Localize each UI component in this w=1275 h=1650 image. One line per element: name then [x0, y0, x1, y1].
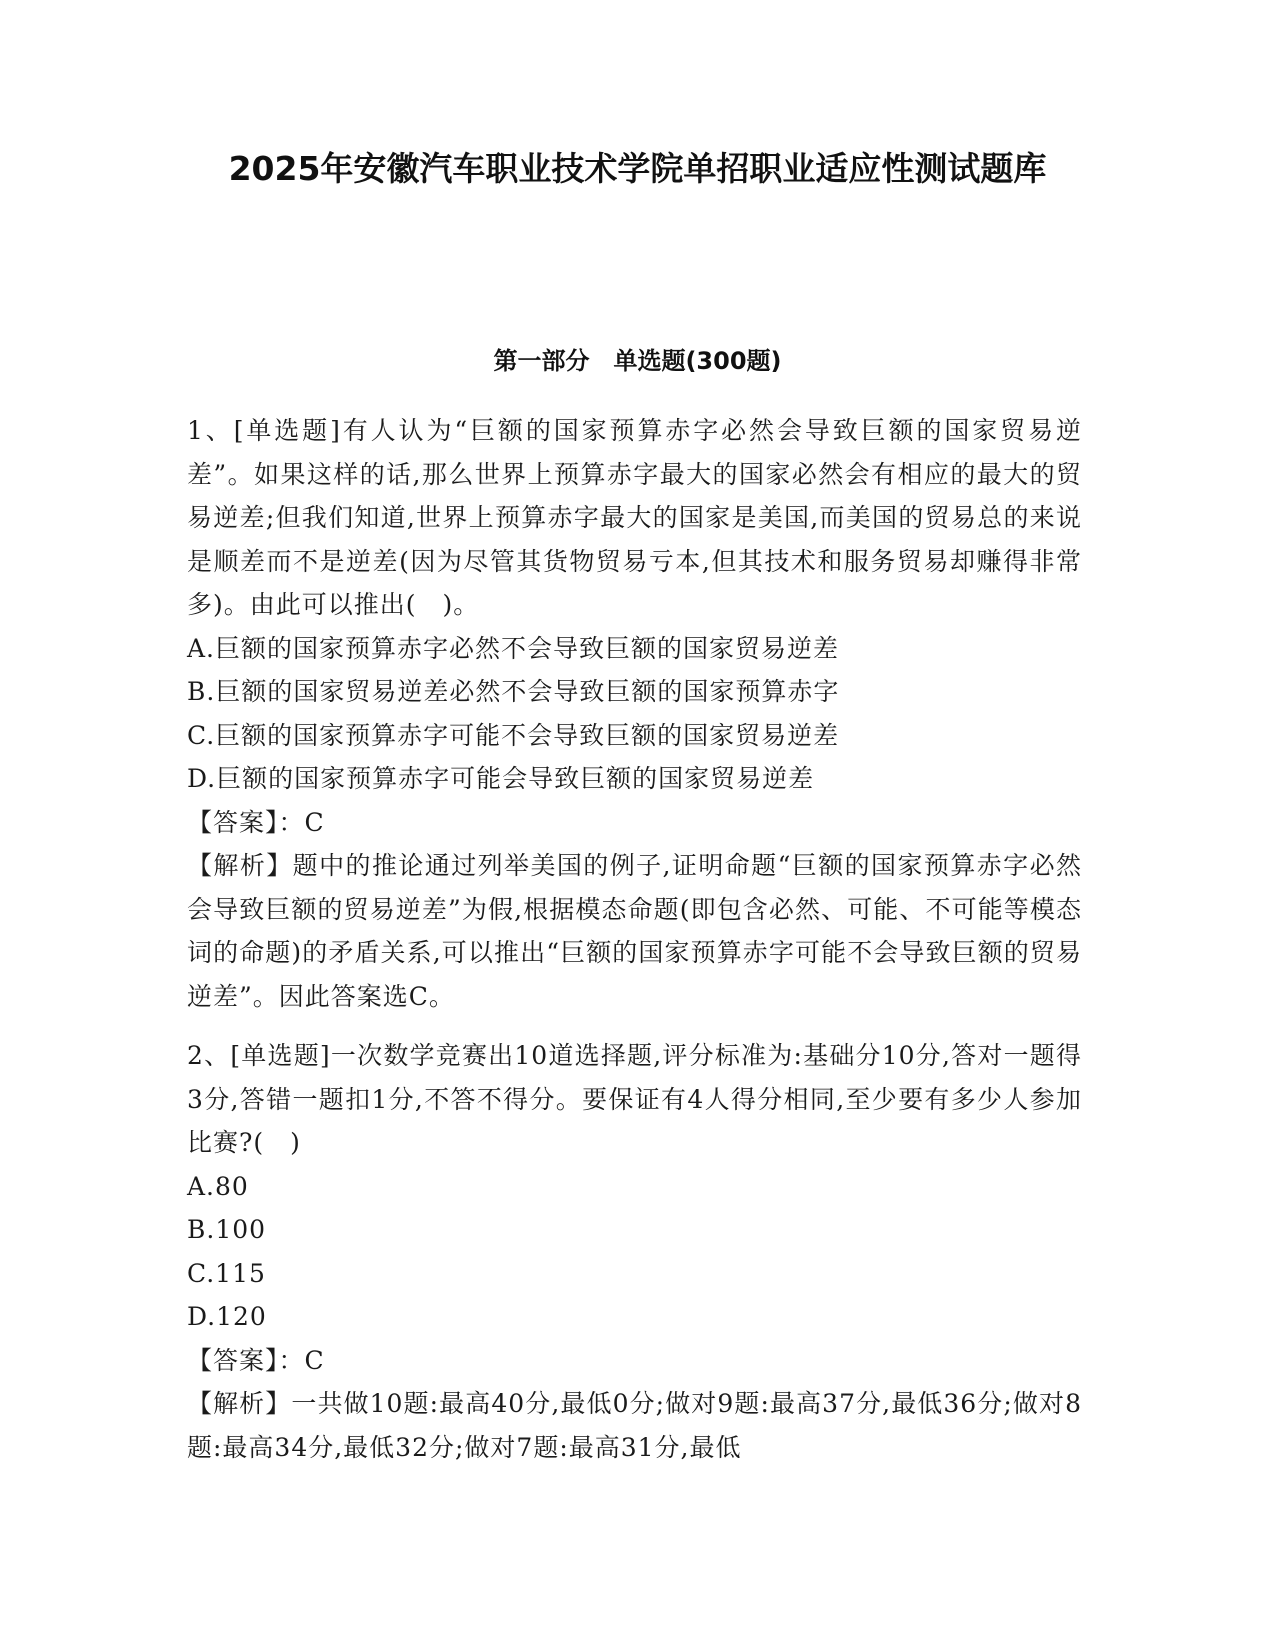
option-b: B.100: [187, 1215, 267, 1244]
option-b: B.巨额的国家贸易逆差必然不会导致巨额的国家预算赤字: [187, 677, 840, 706]
option-d: D.巨额的国家预算赤字可能会导致巨额的国家贸易逆差: [187, 764, 815, 793]
question-stem: 1、[单选题]有人认为“巨额的国家预算赤字必然会导致巨额的国家贸易逆差”。如果这样的话,那么世界上预算赤字最大的国家必然会有相应的最大的贸易逆差;但我们知道,世界上预算赤字最大的国家是美国,而美国的贸易总的来说是顺差而不是逆差(因为尽管其货物贸易亏本,但其技术和服务贸易却赚得非常多)。由此可以推出( )。: [187, 416, 1082, 619]
question-item: [187, 409, 1082, 1018]
analysis-text: 【解析】题中的推论通过列举美国的例子,证明命题“巨额的国家预算赤字必然会导致巨额的贸易逆差”为假,根据模态命题(即包含必然、可能、不可能等模态词的命题)的矛盾关系,可以推出“巨额的国家预算赤字可能不会导致巨额的贸易逆差”。因此答案选C。: [187, 851, 1082, 1011]
option-a: A.80: [187, 1171, 249, 1201]
option-a: A.巨额的国家预算赤字必然不会导致巨额的国家贸易逆差: [187, 633, 840, 663]
answer-line: 【答案】：C: [187, 807, 325, 837]
analysis-text: 【解析】一共做10题:最高40分,最低0分;做对9题:最高37分,最低36分;做对8题:最高34分,最低32分;做对7题:最高31分,最低: [187, 1389, 1082, 1462]
question-item: [187, 1034, 1082, 1469]
question-list: [187, 409, 1082, 1469]
question-stem: 2、[单选题]一次数学竞赛出10道选择题,评分标准为:基础分10分,答对一题得3分,答错一题扣1分,不答不得分。要保证有4人得分相同,至少要有多少人参加比赛?( ): [187, 1041, 1082, 1157]
option-c: C.115: [187, 1258, 266, 1288]
answer-line: 【答案】：C: [187, 1345, 325, 1375]
option-d: D.120: [187, 1302, 267, 1331]
document-title: 2025年安徽汽车职业技术学院单招职业适应性测试题库: [228, 149, 1047, 188]
section-heading: 第一部分 单选题(300题): [493, 347, 782, 375]
option-c: C.巨额的国家预算赤字可能不会导致巨额的国家贸易逆差: [187, 720, 840, 750]
